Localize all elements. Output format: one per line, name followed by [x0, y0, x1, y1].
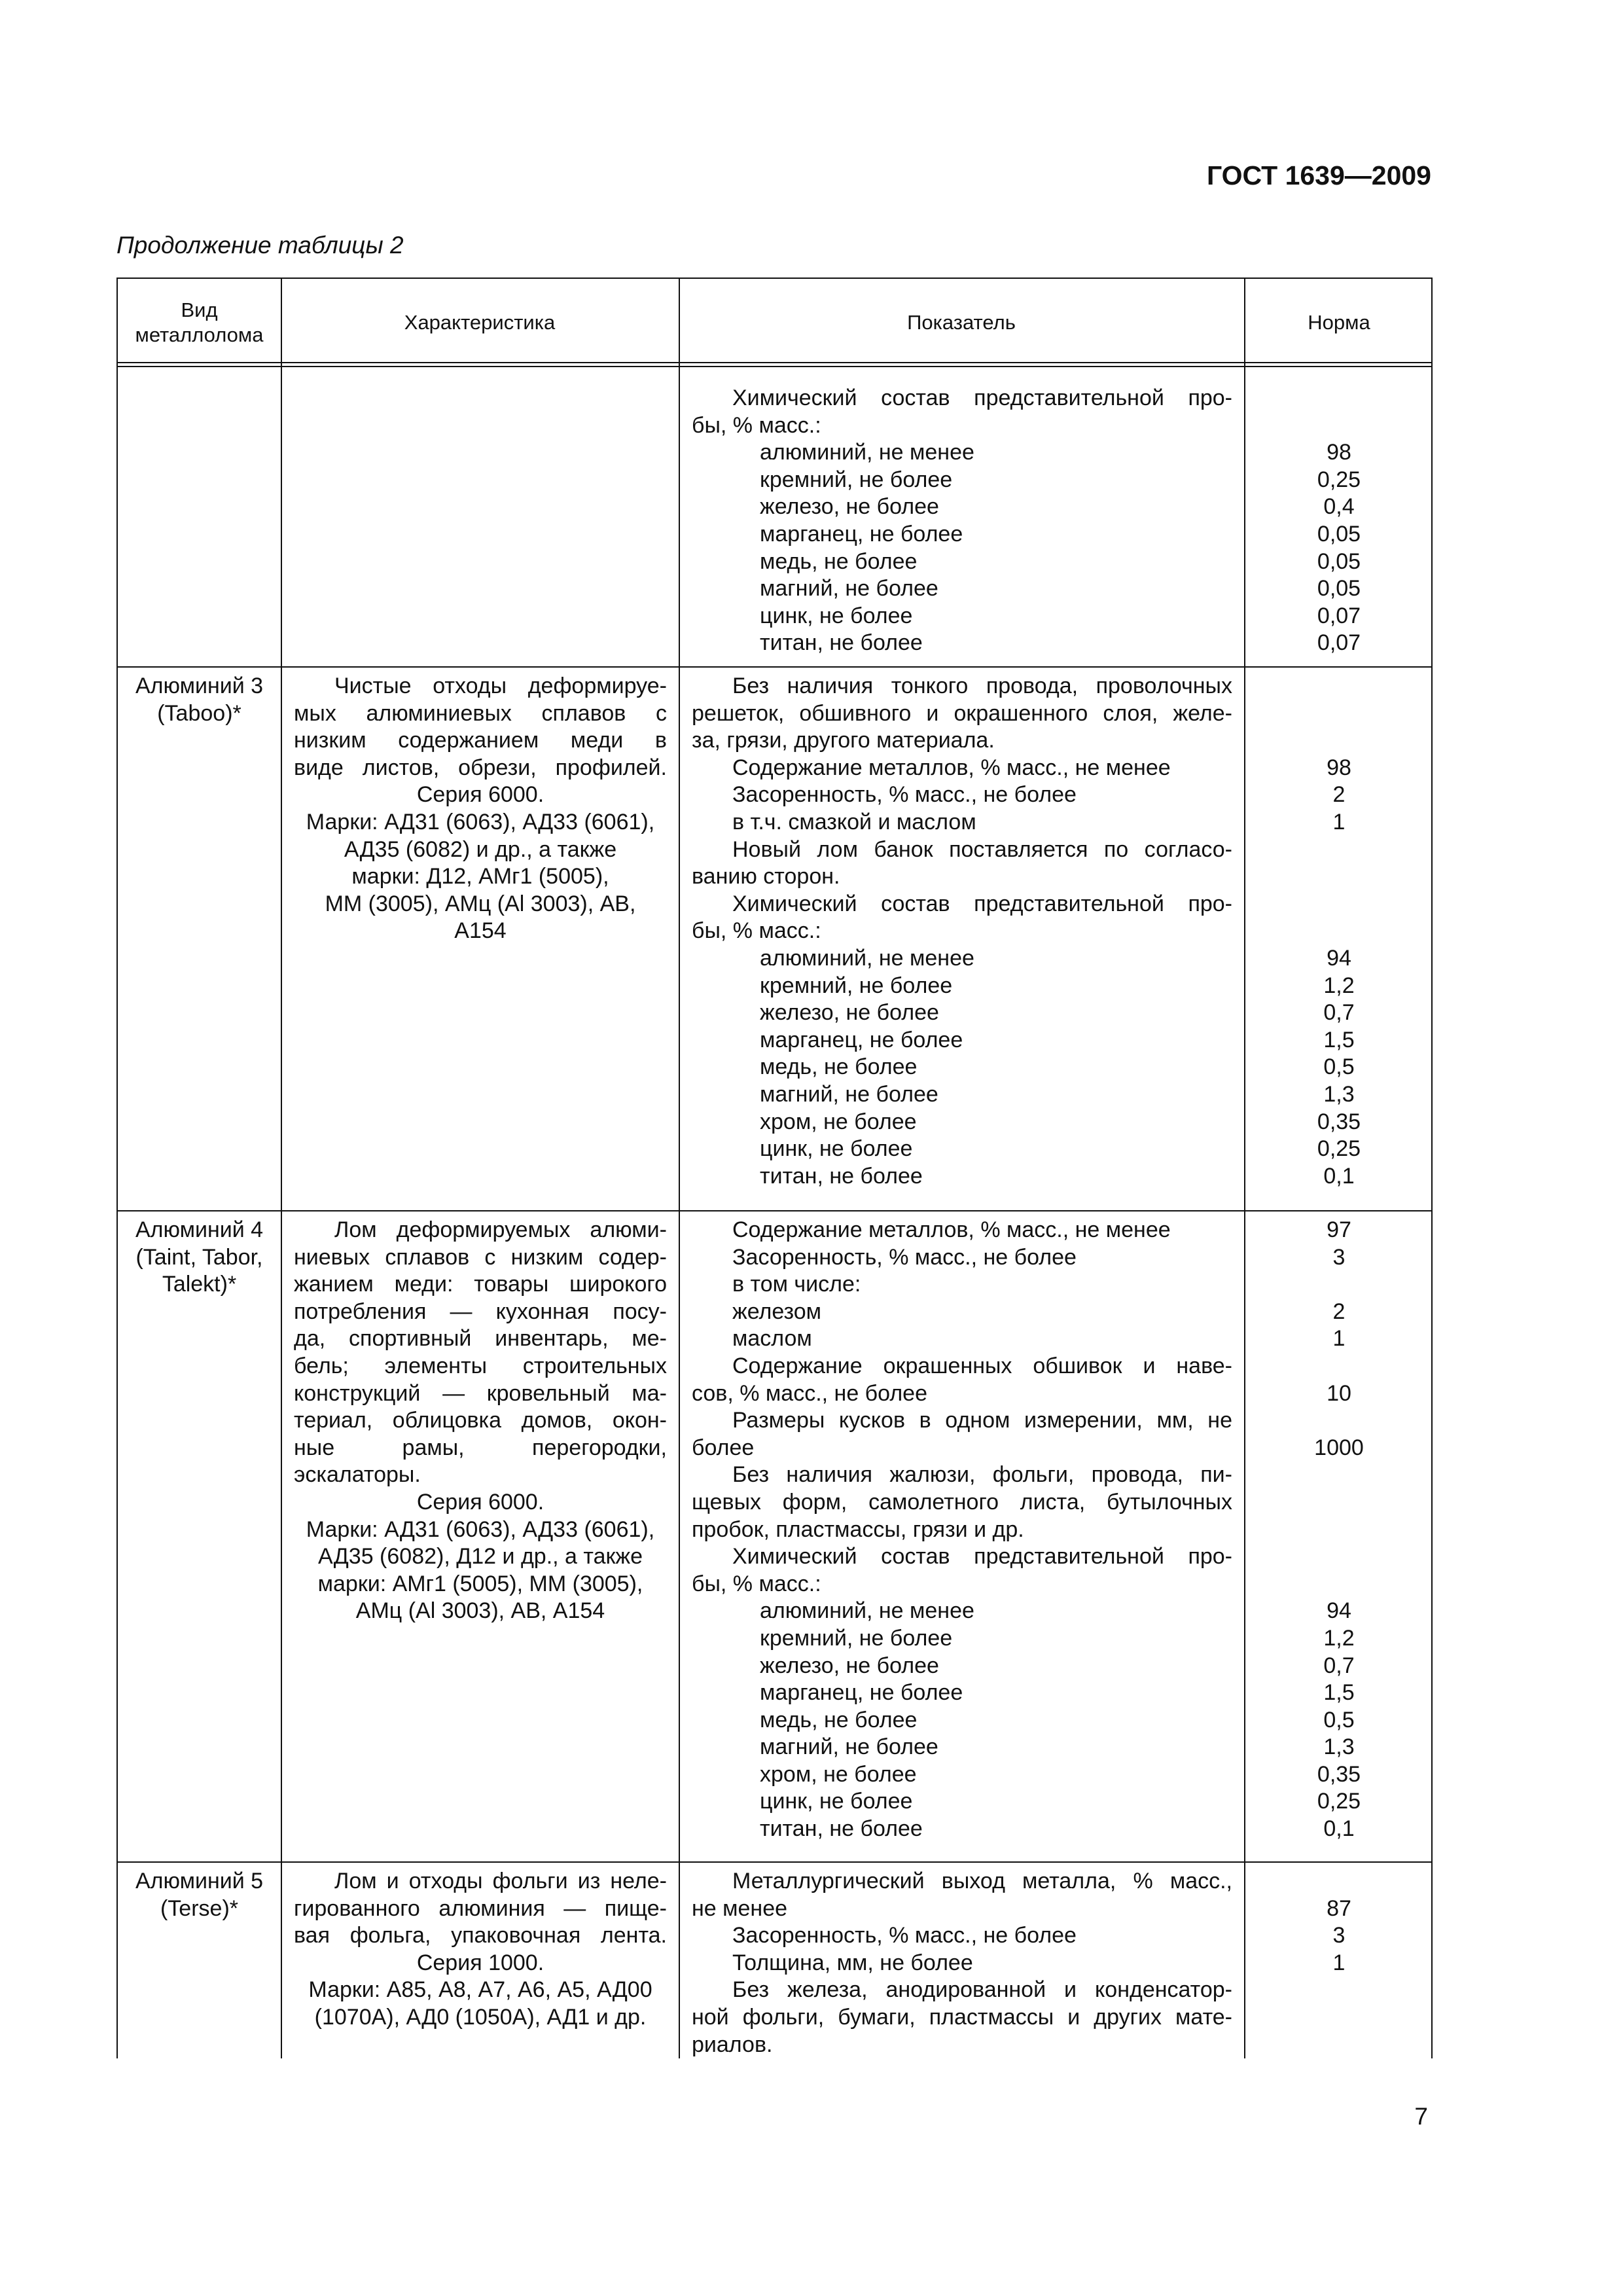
- text-line: Чистые отходы деформируе-: [334, 673, 667, 698]
- text-line: Засоренность, % масс., не более: [732, 1244, 1077, 1270]
- text-line: (1070А), АД0 (1050А), АД1 и др.: [314, 2004, 647, 2030]
- text-line: АД35 (6082) и др., а также: [344, 836, 617, 862]
- text-line: в т.ч. смазкой и маслом: [732, 809, 976, 834]
- norm-value: 3: [1332, 1244, 1346, 1270]
- norm-value: 0,25: [1317, 1136, 1361, 1162]
- norm-value: 1: [1332, 1326, 1346, 1352]
- text-line: АД35 (6082), Д12 и др., а также: [317, 1544, 643, 1570]
- norm-value: [1244, 1407, 1434, 1435]
- text-line: медь, не более: [760, 1707, 918, 1732]
- text-line: (Taboo)*: [157, 700, 241, 726]
- header-divider: [118, 366, 1431, 367]
- text-line: конструкций — кровельный ма-: [294, 1380, 667, 1406]
- norm-value: 0,07: [1317, 630, 1361, 656]
- row-3-type: [118, 1217, 281, 1299]
- text-line: ные рамы, перегородки,: [294, 1435, 667, 1460]
- norm-value: 1: [1332, 809, 1346, 834]
- text-line: сов, % масс., не более: [692, 1380, 927, 1406]
- text-line: титан, не более: [760, 1816, 923, 1842]
- norm-value: 1000: [1314, 1435, 1364, 1460]
- norm-value: 98: [1327, 440, 1351, 465]
- text-line: Марки: АД31 (6063), АД33 (6061),: [306, 809, 655, 834]
- text-line: хром, не более: [760, 1761, 917, 1787]
- row-4-indicator: [692, 1868, 1232, 2058]
- norm-value: 1,2: [1323, 973, 1355, 998]
- page-number: 7: [1414, 2103, 1428, 2130]
- norm-value: 3: [1332, 1923, 1346, 1948]
- norm-value: 2: [1332, 1299, 1346, 1324]
- text-line: гированного алюминия — пище-: [294, 1895, 667, 1921]
- row-divider: [118, 1210, 1431, 1211]
- text-line: медь, не более: [760, 1054, 918, 1080]
- norm-value: [1244, 412, 1434, 440]
- text-line: марки: АМг1 (5005), ММ (3005),: [317, 1571, 643, 1596]
- text-line: АМц (Al 3003), АВ, А154: [355, 1598, 605, 1624]
- norm-value: [1244, 1489, 1434, 1516]
- norm-value: 98: [1327, 755, 1351, 780]
- text-line: за, грязи, другого материала.: [692, 728, 995, 753]
- text-line: алюминий, не менее: [760, 945, 974, 971]
- header-label: металлолома: [135, 323, 264, 346]
- norm-value: [1244, 385, 1434, 412]
- row-3-norm: [1244, 1217, 1434, 1843]
- norm-value: 97: [1327, 1217, 1351, 1242]
- data-table: [116, 278, 1433, 2058]
- norm-value: 0,07: [1317, 603, 1361, 628]
- norm-value: 94: [1327, 945, 1351, 971]
- text-line: не менее: [692, 1895, 788, 1921]
- row-4-type: [118, 1868, 281, 1922]
- row-2-characteristic: [294, 673, 667, 945]
- norm-value: 0,05: [1317, 576, 1361, 601]
- norm-value: [1244, 2004, 1434, 2032]
- norm-value: [1244, 1462, 1434, 1489]
- text-line: Без наличия жалюзи, фольги, провода, пи-: [732, 1462, 1232, 1488]
- row-2-type: [118, 673, 281, 727]
- norm-value: 0,5: [1323, 1054, 1355, 1080]
- text-line: Без железа, анодированной и конденсатор-: [732, 1977, 1232, 2003]
- text-line: цинк, не более: [760, 603, 913, 628]
- norm-value: 1: [1332, 1950, 1346, 1975]
- text-line: ММ (3005), АМц (Al 3003), АВ,: [325, 891, 636, 916]
- text-line: Толщина, мм, не более: [732, 1950, 973, 1975]
- text-line: магний, не более: [760, 576, 938, 601]
- text-line: Размеры кусков в одном измерении, мм, не: [732, 1408, 1232, 1433]
- text-line: Засоренность, % масс., не более: [732, 782, 1077, 808]
- text-line: Серия 6000.: [416, 782, 544, 808]
- text-line: Марки: АД31 (6063), АД33 (6061),: [306, 1516, 655, 1542]
- norm-value: [1244, 1353, 1434, 1380]
- text-line: А154: [454, 918, 507, 944]
- norm-value: 1,2: [1323, 1625, 1355, 1651]
- text-line: вая фольга, упаковочная лента.: [294, 1923, 667, 1948]
- text-line: бель; элементы строительных: [294, 1353, 667, 1378]
- text-line: Металлургический выход металла, % масс.,: [732, 1869, 1232, 1893]
- text-line: Алюминий 5: [135, 1869, 264, 1893]
- row-divider: [118, 1861, 1431, 1863]
- row-divider: [118, 666, 1431, 668]
- norm-value: [1244, 727, 1434, 755]
- text-line: бы, % масс.:: [692, 412, 821, 438]
- text-line: Лом и отходы фольги из неле-: [334, 1869, 667, 1893]
- norm-value: [1244, 1271, 1434, 1299]
- text-line: щевых форм, самолетного листа, бутылочных: [692, 1489, 1232, 1515]
- norm-value: [1244, 2032, 1434, 2059]
- norm-value: [1244, 918, 1434, 945]
- column-divider: [281, 279, 282, 2058]
- text-line: (Taint, Tabor,: [135, 1244, 263, 1270]
- norm-value: [1244, 1543, 1434, 1571]
- text-line: Лом деформируемых алюми-: [334, 1217, 667, 1242]
- row-1-norm: [1244, 385, 1434, 657]
- norm-value: [1244, 1977, 1434, 2004]
- text-line: потребления — кухонная посу-: [294, 1299, 667, 1324]
- text-line: Без наличия тонкого провода, проволочных: [732, 673, 1232, 698]
- text-line: марганец, не более: [760, 521, 963, 547]
- norm-value: 0,1: [1323, 1163, 1355, 1189]
- text-line: Содержание металлов, % масс., не менее: [732, 755, 1171, 780]
- header-label: Вид: [181, 298, 218, 321]
- text-line: марки: Д12, АМг1 (5005),: [351, 864, 609, 889]
- row-4-characteristic: [294, 1868, 667, 2032]
- text-line: кремний, не более: [760, 1625, 953, 1651]
- text-line: решеток, обшивного и окрашенного слоя, желе-: [692, 700, 1232, 726]
- text-line: железом: [732, 1299, 822, 1324]
- text-line: железо, не более: [760, 494, 939, 520]
- table-caption: Продолжение таблицы 2: [116, 232, 404, 259]
- row-4-norm: [1244, 1868, 1434, 2058]
- norm-value: [1244, 700, 1434, 728]
- text-line: в том числе:: [732, 1272, 861, 1297]
- header-cell-indicator: Показатель: [907, 310, 1016, 334]
- text-line: медь, не более: [760, 548, 918, 574]
- text-line: бы, % масс.:: [692, 918, 821, 944]
- text-line: Засоренность, % масс., не более: [732, 1923, 1077, 1948]
- text-line: Химический состав представительной про-: [732, 1544, 1232, 1570]
- norm-value: 1,5: [1323, 1680, 1355, 1706]
- norm-value: 10: [1327, 1380, 1351, 1406]
- text-line: ванию сторон.: [692, 864, 840, 889]
- text-line: Содержание металлов, % масс., не менее: [732, 1217, 1171, 1242]
- text-line: магний, не более: [760, 1081, 938, 1107]
- document-code: ГОСТ 1639—2009: [1206, 160, 1431, 190]
- text-line: марганец, не более: [760, 1027, 963, 1052]
- norm-value: 87: [1327, 1895, 1351, 1921]
- text-line: цинк, не более: [760, 1136, 913, 1162]
- norm-value: [1244, 1571, 1434, 1598]
- text-line: Химический состав представительной про-: [732, 891, 1232, 916]
- text-line: (Terse)*: [160, 1895, 239, 1921]
- norm-value: [1244, 863, 1434, 891]
- column-divider: [679, 279, 680, 2058]
- text-line: Алюминий 4: [135, 1217, 264, 1242]
- text-line: хром, не более: [760, 1109, 917, 1134]
- norm-value: [1244, 1516, 1434, 1544]
- text-line: Talekt)*: [162, 1272, 237, 1297]
- row-3-characteristic: [294, 1217, 667, 1625]
- norm-value: [1244, 673, 1434, 700]
- norm-value: 0,25: [1317, 1789, 1361, 1814]
- text-line: маслом: [732, 1326, 812, 1352]
- norm-value: 0,4: [1323, 494, 1355, 520]
- norm-value: 0,7: [1323, 1653, 1355, 1678]
- header-cell-norm: Норма: [1308, 310, 1370, 334]
- text-line: титан, не более: [760, 1163, 923, 1189]
- norm-value: 94: [1327, 1598, 1351, 1624]
- text-line: Серия 6000.: [416, 1489, 544, 1515]
- text-line: виде листов, обрези, профилей.: [294, 755, 667, 780]
- text-line: Химический состав представительной про-: [732, 386, 1232, 410]
- text-line: териал, облицовка домов, окон-: [294, 1408, 667, 1433]
- text-line: жанием меди: товары широкого: [294, 1272, 667, 1297]
- row-3-indicator: [692, 1217, 1232, 1843]
- text-line: Новый лом банок поставляется по согласо-: [732, 836, 1232, 862]
- text-line: да, спортивный инвентарь, ме-: [294, 1326, 667, 1352]
- norm-value: 1,3: [1323, 1734, 1355, 1760]
- norm-value: 2: [1332, 782, 1346, 808]
- text-line: эскалаторы.: [294, 1462, 421, 1488]
- text-line: титан, не более: [760, 630, 923, 656]
- norm-value: 0,1: [1323, 1816, 1355, 1842]
- norm-value: 0,25: [1317, 467, 1361, 492]
- text-line: Марки: А85, А8, А7, А6, А5, АД00: [308, 1977, 652, 2003]
- norm-value: [1244, 836, 1434, 864]
- text-line: алюминий, не менее: [760, 1598, 974, 1624]
- text-line: низким содержанием меди в: [294, 728, 667, 753]
- text-line: магний, не более: [760, 1734, 938, 1760]
- norm-value: 0,05: [1317, 548, 1361, 574]
- row-2-indicator: [692, 673, 1232, 1190]
- norm-value: [1244, 891, 1434, 918]
- text-line: пробок, пластмассы, грязи и др.: [692, 1516, 1024, 1542]
- norm-value: 0,7: [1323, 1000, 1355, 1026]
- text-line: железо, не более: [760, 1000, 939, 1026]
- text-line: ниевых сплавов с низким содер-: [294, 1244, 667, 1270]
- text-line: Содержание окрашенных обшивок и наве-: [732, 1353, 1232, 1378]
- norm-value: 0,05: [1317, 521, 1361, 547]
- norm-value: 1,5: [1323, 1027, 1355, 1052]
- text-line: кремний, не более: [760, 467, 953, 492]
- text-line: риалов.: [692, 2032, 773, 2057]
- norm-value: 0,35: [1317, 1109, 1361, 1134]
- text-line: мых алюминиевых сплавов с: [294, 700, 667, 726]
- header-cell-characteristic: Характеристика: [404, 310, 556, 334]
- text-line: Серия 1000.: [416, 1950, 544, 1975]
- text-line: железо, не более: [760, 1653, 939, 1678]
- text-line: кремний, не более: [760, 973, 953, 998]
- text-line: бы, % масс.:: [692, 1571, 821, 1596]
- text-line: Алюминий 3: [135, 673, 264, 698]
- header-cell-vid: [118, 279, 281, 366]
- row-1-indicator: [692, 385, 1232, 657]
- norm-value: 0,5: [1323, 1707, 1355, 1732]
- norm-value: [1244, 1868, 1434, 1895]
- text-line: цинк, не более: [760, 1789, 913, 1814]
- text-line: более: [692, 1435, 755, 1460]
- text-line: марганец, не более: [760, 1680, 963, 1706]
- text-line: алюминий, не менее: [760, 440, 974, 465]
- norm-value: 0,35: [1317, 1761, 1361, 1787]
- row-2-norm: [1244, 673, 1434, 1190]
- text-line: ной фольги, бумаги, пластмассы и других мате-: [692, 2004, 1232, 2030]
- norm-value: 1,3: [1323, 1081, 1355, 1107]
